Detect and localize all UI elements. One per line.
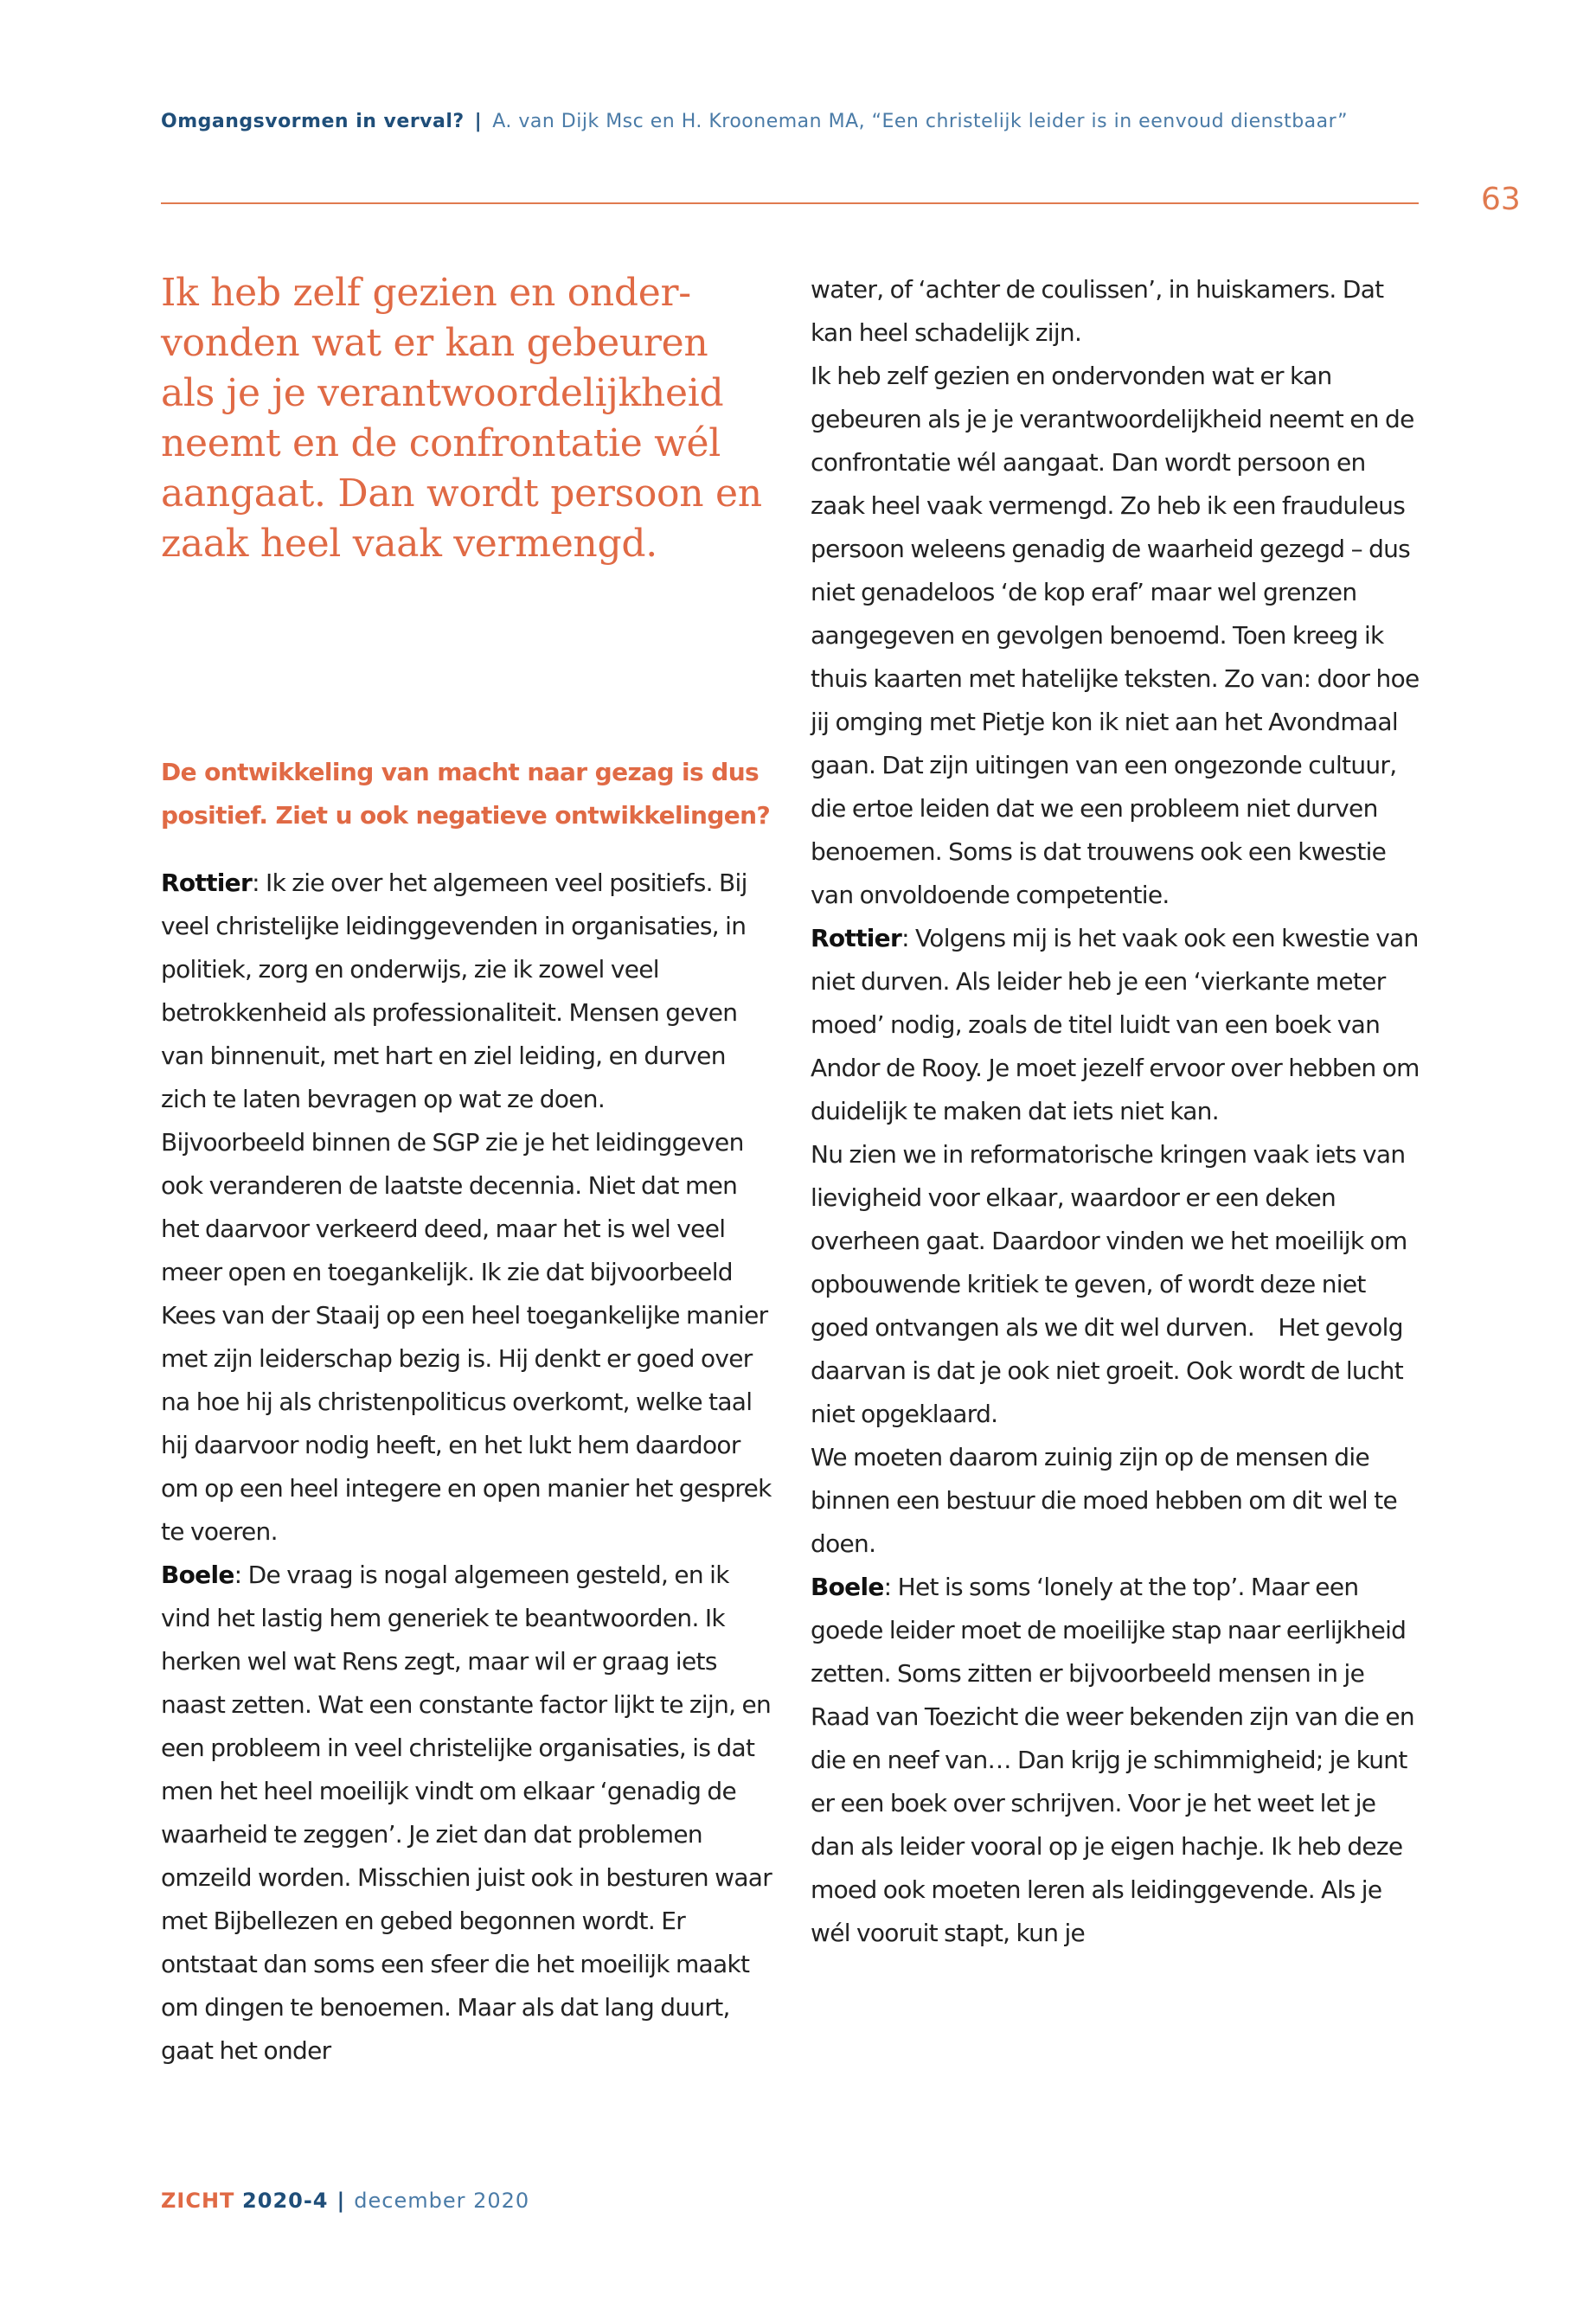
- pull-quote: Ik heb zelf gezien en ondervonden wat er kan gebeuren als je je verantwoordelijkheid neemt en de confrontatie wél aangaat. Dan wordt persoon en zaak heel vaak vermengd.: [161, 271, 762, 566]
- speaker-name: Rottier: [811, 924, 902, 952]
- paragraph-text: : Volgens mij is het vaak ook een kwestie van niet durven. Als leider heb je een ‘vierkante meter moed’ nodig, zoals de titel luidt van een boek van Andor de Rooy. Je moet jezelf ervoor over hebben om duidelijk te maken dat iets niet kan.: [811, 924, 1420, 1125]
- paragraph-text: : De vraag is nogal algemeen gesteld, en ik vind het lastig hem generiek te beantwoorden. Ik herken wel wat Rens zegt, maar wil er graag iets naast zetten. Wat een constante factor lijkt te zijn, en een probleem in veel christelijke organisaties, is dat men het heel moeilijk vindt om elkaar ‘genadig de waarheid te zeggen’. Je ziet dan dat problemen omzeild worden. Misschien juist ook in besturen waar met Bijbellezen en gebed begonnen wordt. Er ontstaat dan soms een sfeer die het moeilijk maakt om dingen te benoemen. Maar als dat lang duurt, gaat het onder: [161, 1561, 772, 2065]
- issue-number: 2020-4: [242, 2189, 329, 2213]
- paragraph: [161, 1554, 772, 2073]
- article-series-title: Omgangsvormen in verval?: [161, 111, 465, 132]
- article-authors: A. van Dijk Msc en H. Krooneman MA, “Een christelijk leider is in eenvoud dienstbaar”: [492, 111, 1349, 132]
- right-column: [811, 268, 1422, 1955]
- paragraph: [161, 862, 772, 1121]
- running-header: [161, 111, 1415, 132]
- footer-separator: |: [337, 2189, 346, 2213]
- paragraph: Ik heb zelf gezien en ondervonden wat er kan gebeuren als je je verantwoordelijkheid neemt en de confrontatie wél aangaat. Dan wordt persoon en zaak heel vaak vermengd. Zo heb ik een frauduleus persoon weleens genadig de waarheid gezegd – dus niet genadeloos ‘de kop eraf’ maar wel grenzen aangegeven en gevolgen benoemd. Toen kreeg ik thuis kaarten met hatelijke teksten. Zo van: door hoe jij omging met Pietje kon ik niet aan het Avondmaal gaan. Dat zijn uitingen van een ongezonde cultuur, die ertoe leiden dat we een probleem niet durven benoemen. Soms is dat trouwens ook een kwestie van onvoldoende competentie.: [811, 362, 1420, 909]
- speaker-name: Boele: [161, 1561, 234, 1589]
- left-column: [161, 268, 772, 2073]
- page-footer: [161, 2189, 529, 2213]
- paragraph: Nu zien we in reformatorische kringen vaak iets van lievigheid voor elkaar, waardoor er een deken overheen gaat. Daardoor vinden we het moeilijk om opbouwende kritiek te geven, of wordt deze niet goed ontvangen als we dit wel durven. Het gevolg daarvan is dat je ook niet groeit. Ook wordt de lucht niet opgeklaard.: [811, 1140, 1407, 1428]
- header-separator: |: [474, 111, 483, 132]
- page-number: 63: [1481, 182, 1521, 217]
- speaker-name: Boele: [811, 1573, 884, 1601]
- paragraph: water, of ‘achter de coulissen’, in huiskamers. Dat kan heel schadelijk zijn.: [811, 275, 1384, 347]
- paragraph: We moeten daarom zuinig zijn op de mensen die binnen een bestuur die moed hebben om dit wel te doen.: [811, 1443, 1398, 1558]
- magazine-name: ZICHT: [161, 2189, 235, 2213]
- paragraph-text: : Ik zie over het algemeen veel positiefs. Bij veel christelijke leidinggevenden in organisaties, in politiek, zorg en onderwijs, zie ik zowel veel betrokkenheid als professionaliteit. Mensen geven van binnenuit, met hart en ziel leiding, en durven zich te laten bevragen op wat ze doen.: [161, 868, 747, 1113]
- issue-date: december 2020: [354, 2189, 530, 2213]
- speaker-name: Rottier: [161, 868, 253, 897]
- header-rule: [161, 202, 1419, 204]
- paragraph: [811, 917, 1422, 1133]
- interview-question: De ontwikkeling van macht naar gezag is dus positief. Ziet u ook negatieve ontwikkelingen?: [161, 758, 771, 830]
- paragraph: Bijvoorbeeld binnen de SGP zie je het leidinggeven ook veranderen de laatste decennia. Niet dat men het daarvoor verkeerd deed, maar het is wel veel meer open en toegankelijk. Ik zie dat bijvoorbeeld Kees van der Staaij op een heel toegankelijke manier met zijn leiderschap bezig is. Hij denkt er goed over na hoe hij als christenpoliticus overkomt, welke taal hij daarvoor nodig heeft, en het lukt hem daardoor om op een heel integere en open manier het gesprek te voeren.: [161, 1128, 772, 1546]
- paragraph-text: : Het is soms ‘lonely at the top’. Maar een goede leider moet de moeilijke stap naar eerlijkheid zetten. Soms zitten er bijvoorbeeld mensen in je Raad van Toezicht die weer bekenden zijn van die en die en neef van… Dan krijg je schimmigheid; je kunt er een boek over schrijven. Voor je het weet let je dan als leider vooral op je eigen hachje. Ik heb deze moed ook moeten leren als leidinggevende. Als je wél vooruit stapt, kun je: [811, 1573, 1414, 1947]
- paragraph: [811, 1566, 1422, 1955]
